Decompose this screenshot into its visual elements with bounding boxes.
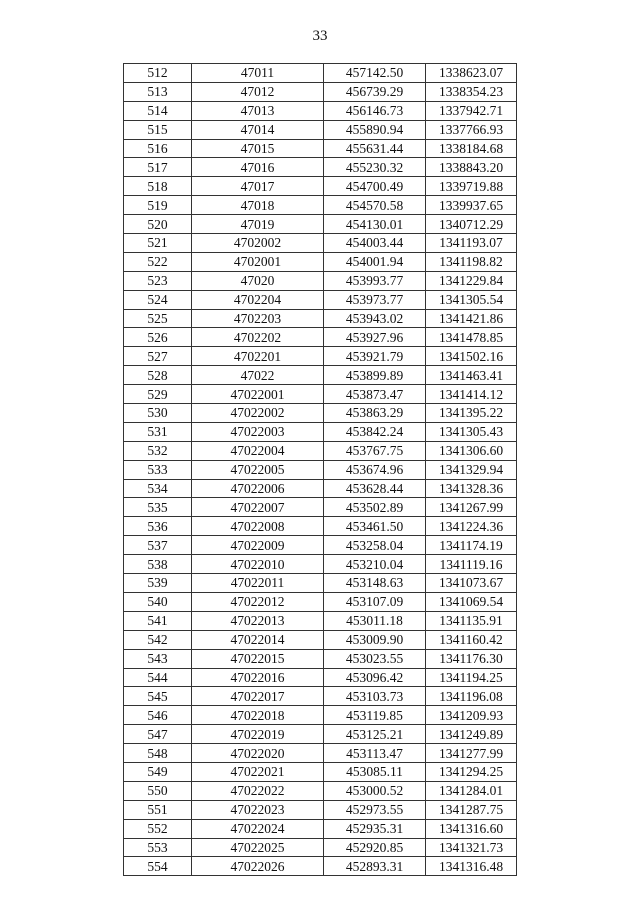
- table-row: [124, 82, 517, 101]
- table-row: [124, 630, 517, 649]
- point-id-cell: 47022006: [192, 479, 324, 498]
- row-number-cell: 525: [124, 309, 192, 328]
- table-row: [124, 120, 517, 139]
- x-coordinate-cell: 453009.90: [324, 630, 426, 649]
- row-number-cell: 514: [124, 101, 192, 120]
- y-coordinate-cell: 1341294.25: [426, 762, 517, 781]
- x-coordinate-cell: 455631.44: [324, 139, 426, 158]
- y-coordinate-cell: 1341174.19: [426, 536, 517, 555]
- row-number-cell: 519: [124, 196, 192, 215]
- x-coordinate-cell: 454570.58: [324, 196, 426, 215]
- table-row: [124, 252, 517, 271]
- table-row: [124, 139, 517, 158]
- x-coordinate-cell: 453461.50: [324, 517, 426, 536]
- row-number-cell: 541: [124, 611, 192, 630]
- point-id-cell: 4702202: [192, 328, 324, 347]
- table-row: [124, 555, 517, 574]
- row-number-cell: 550: [124, 781, 192, 800]
- point-id-cell: 47011: [192, 64, 324, 83]
- table-row: [124, 592, 517, 611]
- point-id-cell: 47022013: [192, 611, 324, 630]
- y-coordinate-cell: 1341478.85: [426, 328, 517, 347]
- x-coordinate-cell: 454130.01: [324, 215, 426, 234]
- row-number-cell: 532: [124, 441, 192, 460]
- x-coordinate-cell: 453767.75: [324, 441, 426, 460]
- y-coordinate-cell: 1341196.08: [426, 687, 517, 706]
- row-number-cell: 551: [124, 800, 192, 819]
- x-coordinate-cell: 453107.09: [324, 592, 426, 611]
- x-coordinate-cell: 453842.24: [324, 422, 426, 441]
- x-coordinate-cell: 453023.55: [324, 649, 426, 668]
- y-coordinate-cell: 1341306.60: [426, 441, 517, 460]
- table-row: [124, 819, 517, 838]
- row-number-cell: 535: [124, 498, 192, 517]
- y-coordinate-cell: 1338843.20: [426, 158, 517, 177]
- row-number-cell: 544: [124, 668, 192, 687]
- x-coordinate-cell: 453973.77: [324, 290, 426, 309]
- point-id-cell: 47022023: [192, 800, 324, 819]
- x-coordinate-cell: 456739.29: [324, 82, 426, 101]
- row-number-cell: 548: [124, 744, 192, 763]
- point-id-cell: 47022005: [192, 460, 324, 479]
- point-id-cell: 47022008: [192, 517, 324, 536]
- y-coordinate-cell: 1341395.22: [426, 404, 517, 423]
- coordinates-table-body: [124, 64, 517, 876]
- point-id-cell: 4702002: [192, 234, 324, 253]
- row-number-cell: 529: [124, 385, 192, 404]
- row-number-cell: 516: [124, 139, 192, 158]
- point-id-cell: 47016: [192, 158, 324, 177]
- table-row: [124, 687, 517, 706]
- table-row: [124, 234, 517, 253]
- row-number-cell: 534: [124, 479, 192, 498]
- row-number-cell: 528: [124, 366, 192, 385]
- y-coordinate-cell: 1341249.89: [426, 725, 517, 744]
- point-id-cell: 47022020: [192, 744, 324, 763]
- y-coordinate-cell: 1341316.60: [426, 819, 517, 838]
- y-coordinate-cell: 1341198.82: [426, 252, 517, 271]
- x-coordinate-cell: 456146.73: [324, 101, 426, 120]
- table-row: [124, 271, 517, 290]
- row-number-cell: 537: [124, 536, 192, 555]
- x-coordinate-cell: 453943.02: [324, 309, 426, 328]
- point-id-cell: 47022021: [192, 762, 324, 781]
- y-coordinate-cell: 1341193.07: [426, 234, 517, 253]
- point-id-cell: 47022017: [192, 687, 324, 706]
- point-id-cell: 47022004: [192, 441, 324, 460]
- point-id-cell: 47013: [192, 101, 324, 120]
- y-coordinate-cell: 1341194.25: [426, 668, 517, 687]
- point-id-cell: 47022026: [192, 857, 324, 876]
- point-id-cell: 47022003: [192, 422, 324, 441]
- y-coordinate-cell: 1341119.16: [426, 555, 517, 574]
- row-number-cell: 524: [124, 290, 192, 309]
- row-number-cell: 533: [124, 460, 192, 479]
- point-id-cell: 47017: [192, 177, 324, 196]
- table-row: [124, 290, 517, 309]
- row-number-cell: 515: [124, 120, 192, 139]
- x-coordinate-cell: 453993.77: [324, 271, 426, 290]
- table-row: [124, 668, 517, 687]
- y-coordinate-cell: 1338623.07: [426, 64, 517, 83]
- table-row: [124, 347, 517, 366]
- point-id-cell: 47018: [192, 196, 324, 215]
- y-coordinate-cell: 1341316.48: [426, 857, 517, 876]
- table-row: [124, 422, 517, 441]
- table-row: [124, 611, 517, 630]
- row-number-cell: 543: [124, 649, 192, 668]
- x-coordinate-cell: 457142.50: [324, 64, 426, 83]
- row-number-cell: 554: [124, 857, 192, 876]
- table-row: [124, 857, 517, 876]
- row-number-cell: 553: [124, 838, 192, 857]
- point-id-cell: 47022019: [192, 725, 324, 744]
- y-coordinate-cell: 1341305.54: [426, 290, 517, 309]
- y-coordinate-cell: 1341176.30: [426, 649, 517, 668]
- table-row: [124, 404, 517, 423]
- x-coordinate-cell: 455230.32: [324, 158, 426, 177]
- point-id-cell: 47022014: [192, 630, 324, 649]
- x-coordinate-cell: 453628.44: [324, 479, 426, 498]
- row-number-cell: 552: [124, 819, 192, 838]
- table-row: [124, 328, 517, 347]
- y-coordinate-cell: 1341305.43: [426, 422, 517, 441]
- point-id-cell: 47022007: [192, 498, 324, 517]
- point-id-cell: 4702001: [192, 252, 324, 271]
- x-coordinate-cell: 452920.85: [324, 838, 426, 857]
- table-row: [124, 177, 517, 196]
- table-row: [124, 838, 517, 857]
- x-coordinate-cell: 452893.31: [324, 857, 426, 876]
- x-coordinate-cell: 454003.44: [324, 234, 426, 253]
- table-row: [124, 101, 517, 120]
- y-coordinate-cell: 1341284.01: [426, 781, 517, 800]
- point-id-cell: 47022016: [192, 668, 324, 687]
- y-coordinate-cell: 1341224.36: [426, 517, 517, 536]
- table-row: [124, 441, 517, 460]
- row-number-cell: 546: [124, 706, 192, 725]
- point-id-cell: 47022018: [192, 706, 324, 725]
- x-coordinate-cell: 453674.96: [324, 460, 426, 479]
- y-coordinate-cell: 1341421.86: [426, 309, 517, 328]
- table-row: [124, 158, 517, 177]
- x-coordinate-cell: 453119.85: [324, 706, 426, 725]
- table-row: [124, 215, 517, 234]
- point-id-cell: 47022009: [192, 536, 324, 555]
- point-id-cell: 47022010: [192, 555, 324, 574]
- y-coordinate-cell: 1341277.99: [426, 744, 517, 763]
- y-coordinate-cell: 1341069.54: [426, 592, 517, 611]
- page-number: 33: [312, 28, 328, 44]
- y-coordinate-cell: 1337766.93: [426, 120, 517, 139]
- row-number-cell: 536: [124, 517, 192, 536]
- x-coordinate-cell: 454001.94: [324, 252, 426, 271]
- row-number-cell: 549: [124, 762, 192, 781]
- y-coordinate-cell: 1341502.16: [426, 347, 517, 366]
- x-coordinate-cell: 454700.49: [324, 177, 426, 196]
- x-coordinate-cell: 453873.47: [324, 385, 426, 404]
- table-row: [124, 479, 517, 498]
- y-coordinate-cell: 1338354.23: [426, 82, 517, 101]
- y-coordinate-cell: 1341209.93: [426, 706, 517, 725]
- table-row: [124, 517, 517, 536]
- x-coordinate-cell: 453927.96: [324, 328, 426, 347]
- y-coordinate-cell: 1339937.65: [426, 196, 517, 215]
- table-row: [124, 366, 517, 385]
- row-number-cell: 530: [124, 404, 192, 423]
- row-number-cell: 523: [124, 271, 192, 290]
- table-row: [124, 460, 517, 479]
- y-coordinate-cell: 1341287.75: [426, 800, 517, 819]
- x-coordinate-cell: 452935.31: [324, 819, 426, 838]
- point-id-cell: 4702204: [192, 290, 324, 309]
- x-coordinate-cell: 452973.55: [324, 800, 426, 819]
- x-coordinate-cell: 453921.79: [324, 347, 426, 366]
- row-number-cell: 518: [124, 177, 192, 196]
- table-row: [124, 649, 517, 668]
- point-id-cell: 47012: [192, 82, 324, 101]
- x-coordinate-cell: 453258.04: [324, 536, 426, 555]
- table-row: [124, 781, 517, 800]
- y-coordinate-cell: 1341321.73: [426, 838, 517, 857]
- y-coordinate-cell: 1339719.88: [426, 177, 517, 196]
- point-id-cell: 47022024: [192, 819, 324, 838]
- row-number-cell: 522: [124, 252, 192, 271]
- row-number-cell: 545: [124, 687, 192, 706]
- table-row: [124, 64, 517, 83]
- point-id-cell: 47020: [192, 271, 324, 290]
- point-id-cell: 47015: [192, 139, 324, 158]
- y-coordinate-cell: 1341414.12: [426, 385, 517, 404]
- x-coordinate-cell: 453502.89: [324, 498, 426, 517]
- row-number-cell: 520: [124, 215, 192, 234]
- point-id-cell: 47022011: [192, 574, 324, 593]
- point-id-cell: 47022002: [192, 404, 324, 423]
- y-coordinate-cell: 1338184.68: [426, 139, 517, 158]
- point-id-cell: 47019: [192, 215, 324, 234]
- row-number-cell: 512: [124, 64, 192, 83]
- table-row: [124, 196, 517, 215]
- point-id-cell: 47022001: [192, 385, 324, 404]
- point-id-cell: 47022022: [192, 781, 324, 800]
- x-coordinate-cell: 453085.11: [324, 762, 426, 781]
- point-id-cell: 47014: [192, 120, 324, 139]
- table-row: [124, 744, 517, 763]
- coordinates-table: [123, 63, 517, 876]
- point-id-cell: 47022015: [192, 649, 324, 668]
- y-coordinate-cell: 1337942.71: [426, 101, 517, 120]
- table-row: [124, 725, 517, 744]
- point-id-cell: 47022: [192, 366, 324, 385]
- y-coordinate-cell: 1341229.84: [426, 271, 517, 290]
- x-coordinate-cell: 453899.89: [324, 366, 426, 385]
- row-number-cell: 547: [124, 725, 192, 744]
- table-row: [124, 385, 517, 404]
- row-number-cell: 517: [124, 158, 192, 177]
- point-id-cell: 4702203: [192, 309, 324, 328]
- y-coordinate-cell: 1340712.29: [426, 215, 517, 234]
- x-coordinate-cell: 453103.73: [324, 687, 426, 706]
- y-coordinate-cell: 1341328.36: [426, 479, 517, 498]
- x-coordinate-cell: 455890.94: [324, 120, 426, 139]
- table-row: [124, 309, 517, 328]
- table-row: [124, 498, 517, 517]
- row-number-cell: 526: [124, 328, 192, 347]
- point-id-cell: 47022012: [192, 592, 324, 611]
- y-coordinate-cell: 1341267.99: [426, 498, 517, 517]
- row-number-cell: 521: [124, 234, 192, 253]
- x-coordinate-cell: 453000.52: [324, 781, 426, 800]
- row-number-cell: 538: [124, 555, 192, 574]
- y-coordinate-cell: 1341135.91: [426, 611, 517, 630]
- table-row: [124, 536, 517, 555]
- row-number-cell: 539: [124, 574, 192, 593]
- table-row: [124, 762, 517, 781]
- y-coordinate-cell: 1341463.41: [426, 366, 517, 385]
- x-coordinate-cell: 453096.42: [324, 668, 426, 687]
- y-coordinate-cell: 1341073.67: [426, 574, 517, 593]
- x-coordinate-cell: 453210.04: [324, 555, 426, 574]
- row-number-cell: 540: [124, 592, 192, 611]
- x-coordinate-cell: 453011.18: [324, 611, 426, 630]
- row-number-cell: 527: [124, 347, 192, 366]
- y-coordinate-cell: 1341329.94: [426, 460, 517, 479]
- y-coordinate-cell: 1341160.42: [426, 630, 517, 649]
- table-row: [124, 800, 517, 819]
- x-coordinate-cell: 453148.63: [324, 574, 426, 593]
- x-coordinate-cell: 453863.29: [324, 404, 426, 423]
- table-row: [124, 706, 517, 725]
- x-coordinate-cell: 453113.47: [324, 744, 426, 763]
- x-coordinate-cell: 453125.21: [324, 725, 426, 744]
- point-id-cell: 47022025: [192, 838, 324, 857]
- row-number-cell: 542: [124, 630, 192, 649]
- point-id-cell: 4702201: [192, 347, 324, 366]
- row-number-cell: 513: [124, 82, 192, 101]
- row-number-cell: 531: [124, 422, 192, 441]
- table-row: [124, 574, 517, 593]
